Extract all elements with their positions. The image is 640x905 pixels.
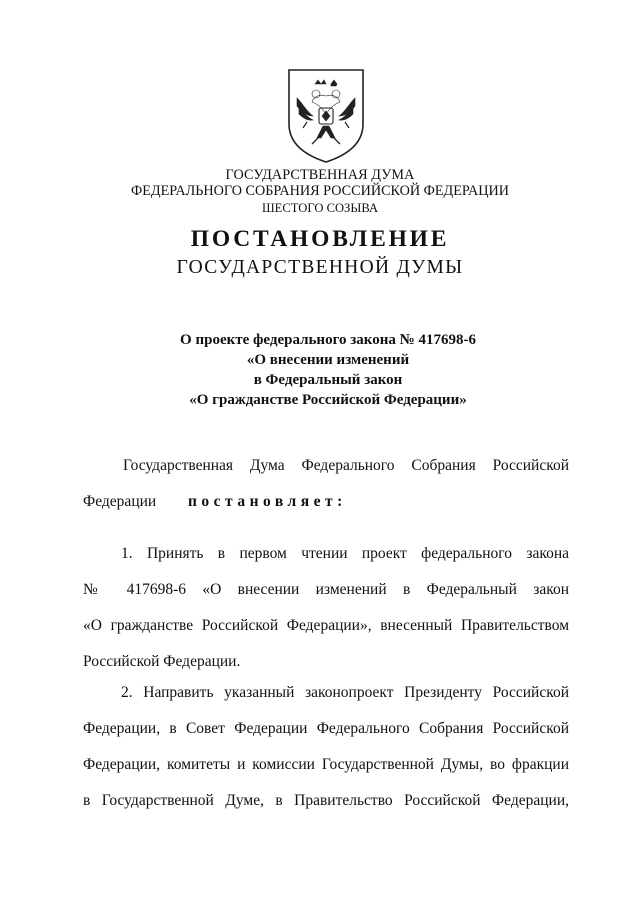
item-1-paragraph bbox=[83, 544, 569, 688]
preamble-decree: постановляет: bbox=[187, 493, 347, 510]
item-1-line-1: 1. Принять в первом чтении проект федерального закона bbox=[121, 545, 569, 562]
document-title: ПОСТАНОВЛЕНИЕ bbox=[190, 226, 450, 252]
preamble-line-1: Государственная Дума Федерального Собрания Российской bbox=[123, 457, 569, 474]
header-line-3: ШЕСТОГО СОЗЫВА bbox=[261, 201, 379, 215]
document-subtitle: ГОСУДАРСТВЕННОЙ ДУМЫ bbox=[176, 257, 464, 278]
subject-line-1: О проекте федерального закона № 417698-6 bbox=[180, 332, 476, 348]
document-subject bbox=[0, 330, 640, 410]
item-2-paragraph bbox=[83, 683, 569, 827]
header-line-2: ФЕДЕРАЛЬНОГО СОБРАНИЯ РОССИЙСКОЙ ФЕДЕРАЦИИ bbox=[131, 183, 509, 199]
item-1-line-3: «О гражданстве Российской Федерации», внесенный Правительством bbox=[83, 617, 569, 634]
coat-of-arms-emblem bbox=[285, 66, 367, 166]
subject-line-4: «О гражданстве Российской Федерации» bbox=[189, 392, 467, 408]
preamble-paragraph bbox=[83, 456, 569, 528]
preamble-line-2 bbox=[83, 492, 569, 528]
item-2-line-1: 2. Направить указанный законопроект Президенту Российской bbox=[121, 684, 569, 701]
subject-line-3: в Федеральный закон bbox=[253, 372, 403, 388]
subject-line-2: «О внесении изменений bbox=[246, 352, 410, 368]
item-2-line-3: Федерации, комитеты и комиссии Государственной Думы, во фракции bbox=[83, 756, 569, 773]
item-2-line-2: Федерации, в Совет Федерации Федерального Собрания Российской bbox=[83, 720, 569, 737]
header-line-1: ГОСУДАРСТВЕННАЯ ДУМА bbox=[225, 167, 415, 183]
item-2-line-4: в Государственной Думе, в Правительство Российской Федерации, bbox=[83, 792, 569, 809]
item-1-line-4: Российской Федерации. bbox=[83, 653, 241, 670]
item-1-line-2: № 417698-6 «О внесении изменений в Федеральный закон bbox=[83, 581, 569, 598]
preamble-line-2-start: Федерации bbox=[83, 493, 157, 510]
